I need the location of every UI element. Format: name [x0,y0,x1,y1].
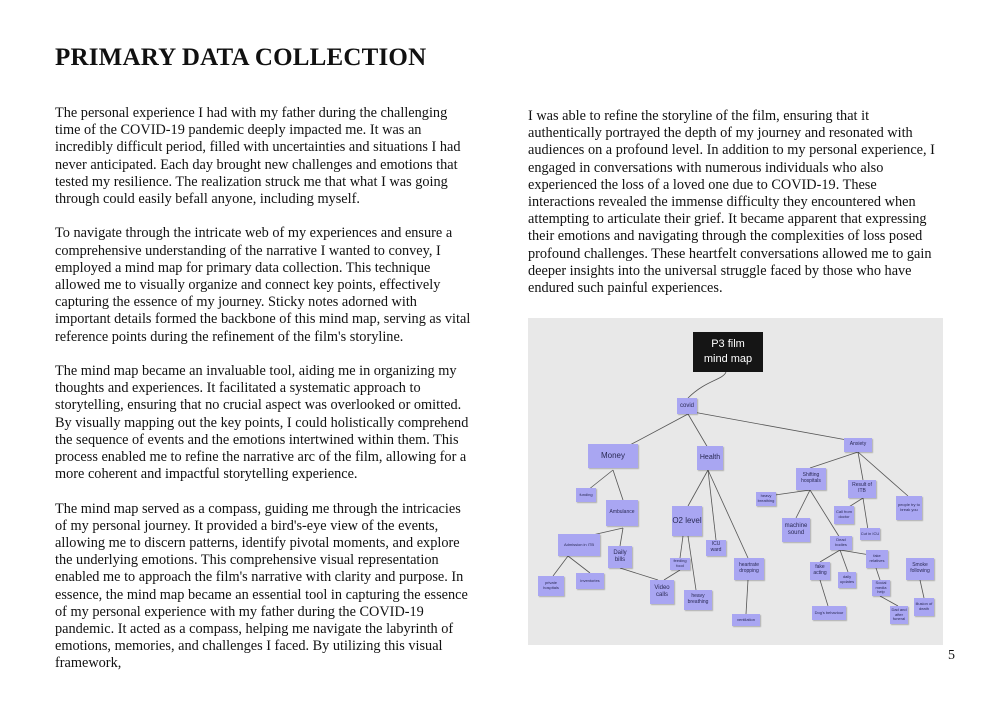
sticky-note-dad-funeral: Dad and after funeral [890,606,908,624]
connector-line [613,470,623,500]
sticky-note-people-try: people try to break you [896,496,922,520]
page-number: 5 [948,648,955,663]
sticky-note-icu-ward: ICU ward [706,540,726,556]
sticky-note-ventilation: ventilation [732,614,760,626]
connector-line [820,580,828,606]
paragraph: The mind map served as a compass, guiding me through the intricacies of my personal journey. It provided a bird's-eye view of the events, allowing me to discern patterns, identify pivotal moments, and explore the underlying emotions. This comprehensive visual representation enabled me to approach the film's narrative with clarity and purpose. In essence, the mind map became an essential tool in capturing the essence of my personal experience with my father during the COVID-19 pandemic. It acted as a compass, helping me navigate the labyrinth of emotions, memories, and challenges I faced. By utilizing this visual framework, [55,500,468,672]
connector-line [688,414,708,448]
connector-line [810,452,858,468]
sticky-note-illusion-of-death: illusion of death [914,598,934,616]
sticky-note-heavy-breathing: heavy breathing [684,590,712,610]
paragraph: The personal experience I had with my father during the challenging time of the COVID-19 pandemic deeply impacted me. It was an incredibly difficult period, filled with uncertainties and situations I had never anticipated. Each day brought new challenges and emotions that tested my resilience. The realization struck me that what I was going through could easily befall anyone, including myself. [55,105,461,208]
sticky-note-social-media-help: Social media help [872,580,890,596]
sticky-note-health: Health [697,446,723,470]
paragraph: To navigate through the intricate web of my experiences and ensure a comprehensive understanding of the narrative I wanted to convey, I employed a mind map for primary data collection. This technique allowed me to visually organize and connect key points, effectively capturing the essence of my journey. Sticky notes adorned with important details formed the backbone of this mind map, serving as vital reference points during the refinement of the film's storyline. [55,225,471,345]
sticky-note-machine-sound: machine sound [782,518,810,542]
connector-line [820,550,840,562]
connector-line [680,536,683,558]
paragraph: The mind map became an invaluable tool, aiding me in organizing my thoughts and experiences. It facilitated a systematic approach to storytelling, ensuring that no crucial aspect was overlooked or omitted. By visually mapping out the key points, I could holistically comprehend the sequence of events and the emotions intertwined within them. This process enabled me to refine the narrative arc of the film, allowing for a more coherent and impactful storytelling experience. [55,363,469,483]
sticky-note-funding: funding [576,488,596,502]
connector-line [796,490,810,518]
sticky-note-heavy-breathing-small: heavy breathing [756,492,776,506]
paragraph: I was able to refine the storyline of the film, ensuring that it authentically portrayed the depth of my journey and resonated with audiences on a profound level. In addition to my personal experience, I engaged in conversations with numerous individuals who also experienced the loss of a loved one due to COVID-19. These interactions revealed the immense difficulty they encountered when attempting to articulate their grief. It became apparent that expressing their emotions and navigating through the complexities of loss posed profound challenges. These heartfelt conversations allowed me to gain deeper insights into the universal struggle faced by those who have endured such painful experiences. [528,108,935,297]
connector-line [688,372,726,398]
sticky-note-money: Money [588,444,638,468]
connector-line [920,580,924,598]
mind-map-title-line: mind map [703,353,753,365]
sticky-note-dead-bodies: Dead bodies [830,536,852,550]
sticky-note-anxiety: Anxiety [844,438,872,452]
sticky-note-private-hospitals: private hospitals [538,576,564,596]
connector-line [688,470,708,506]
connector-line [620,528,623,546]
sticky-note-daily-bills: Daily bills [608,546,632,568]
sticky-note-covid: covid [677,398,697,414]
connector-line [746,580,748,614]
sticky-note-result-itb: Result of ITB [848,480,876,498]
connector-line [620,568,658,580]
connector-line [588,470,613,490]
connector-line [553,556,568,576]
connector-line [880,596,898,606]
sticky-note-admission: Admission in ITB [558,534,600,556]
mind-map-title-line: P3 film [711,338,745,350]
right-text-column [528,108,944,314]
connector-line [708,470,716,540]
connector-line [863,498,868,530]
connector-line [664,570,680,580]
connector-line [568,556,590,573]
connector-line [628,414,688,446]
connector-line [876,568,880,580]
sticky-note-o2-level: O2 level [672,506,702,536]
connector-line [840,550,848,572]
left-text-column [55,105,473,690]
sticky-note-daily-updates: daily updates [838,572,856,588]
connector-line [693,412,858,442]
mind-map-photo [528,318,943,645]
sticky-note-fake-acting: fake acting [810,562,830,580]
sticky-note-cut-in-icu: Cut in ICU [860,528,880,540]
sticky-note-smoke-following: Smoke following [906,558,934,580]
sticky-note-fake-relatives: fake relatives [866,550,888,568]
page-title: PRIMARY DATA COLLECTION [55,44,427,71]
sticky-note-heartrate-dropping: heartrate dropping [734,558,764,580]
sticky-note-call-from-doctor: Call from doctor [834,506,854,524]
sticky-note-feeding-food: feeding food [670,558,690,570]
sticky-note-dogs-behaviour: Dog's behaviour [812,606,846,620]
sticky-note-ambulance: Ambulance [606,500,638,526]
sticky-note-inventories: inventories [576,573,604,589]
mind-map-title [693,332,763,372]
sticky-note-video-calls: Video calls [650,580,674,604]
sticky-note-shifting-hospitals: Shifting hospitals [796,468,826,490]
